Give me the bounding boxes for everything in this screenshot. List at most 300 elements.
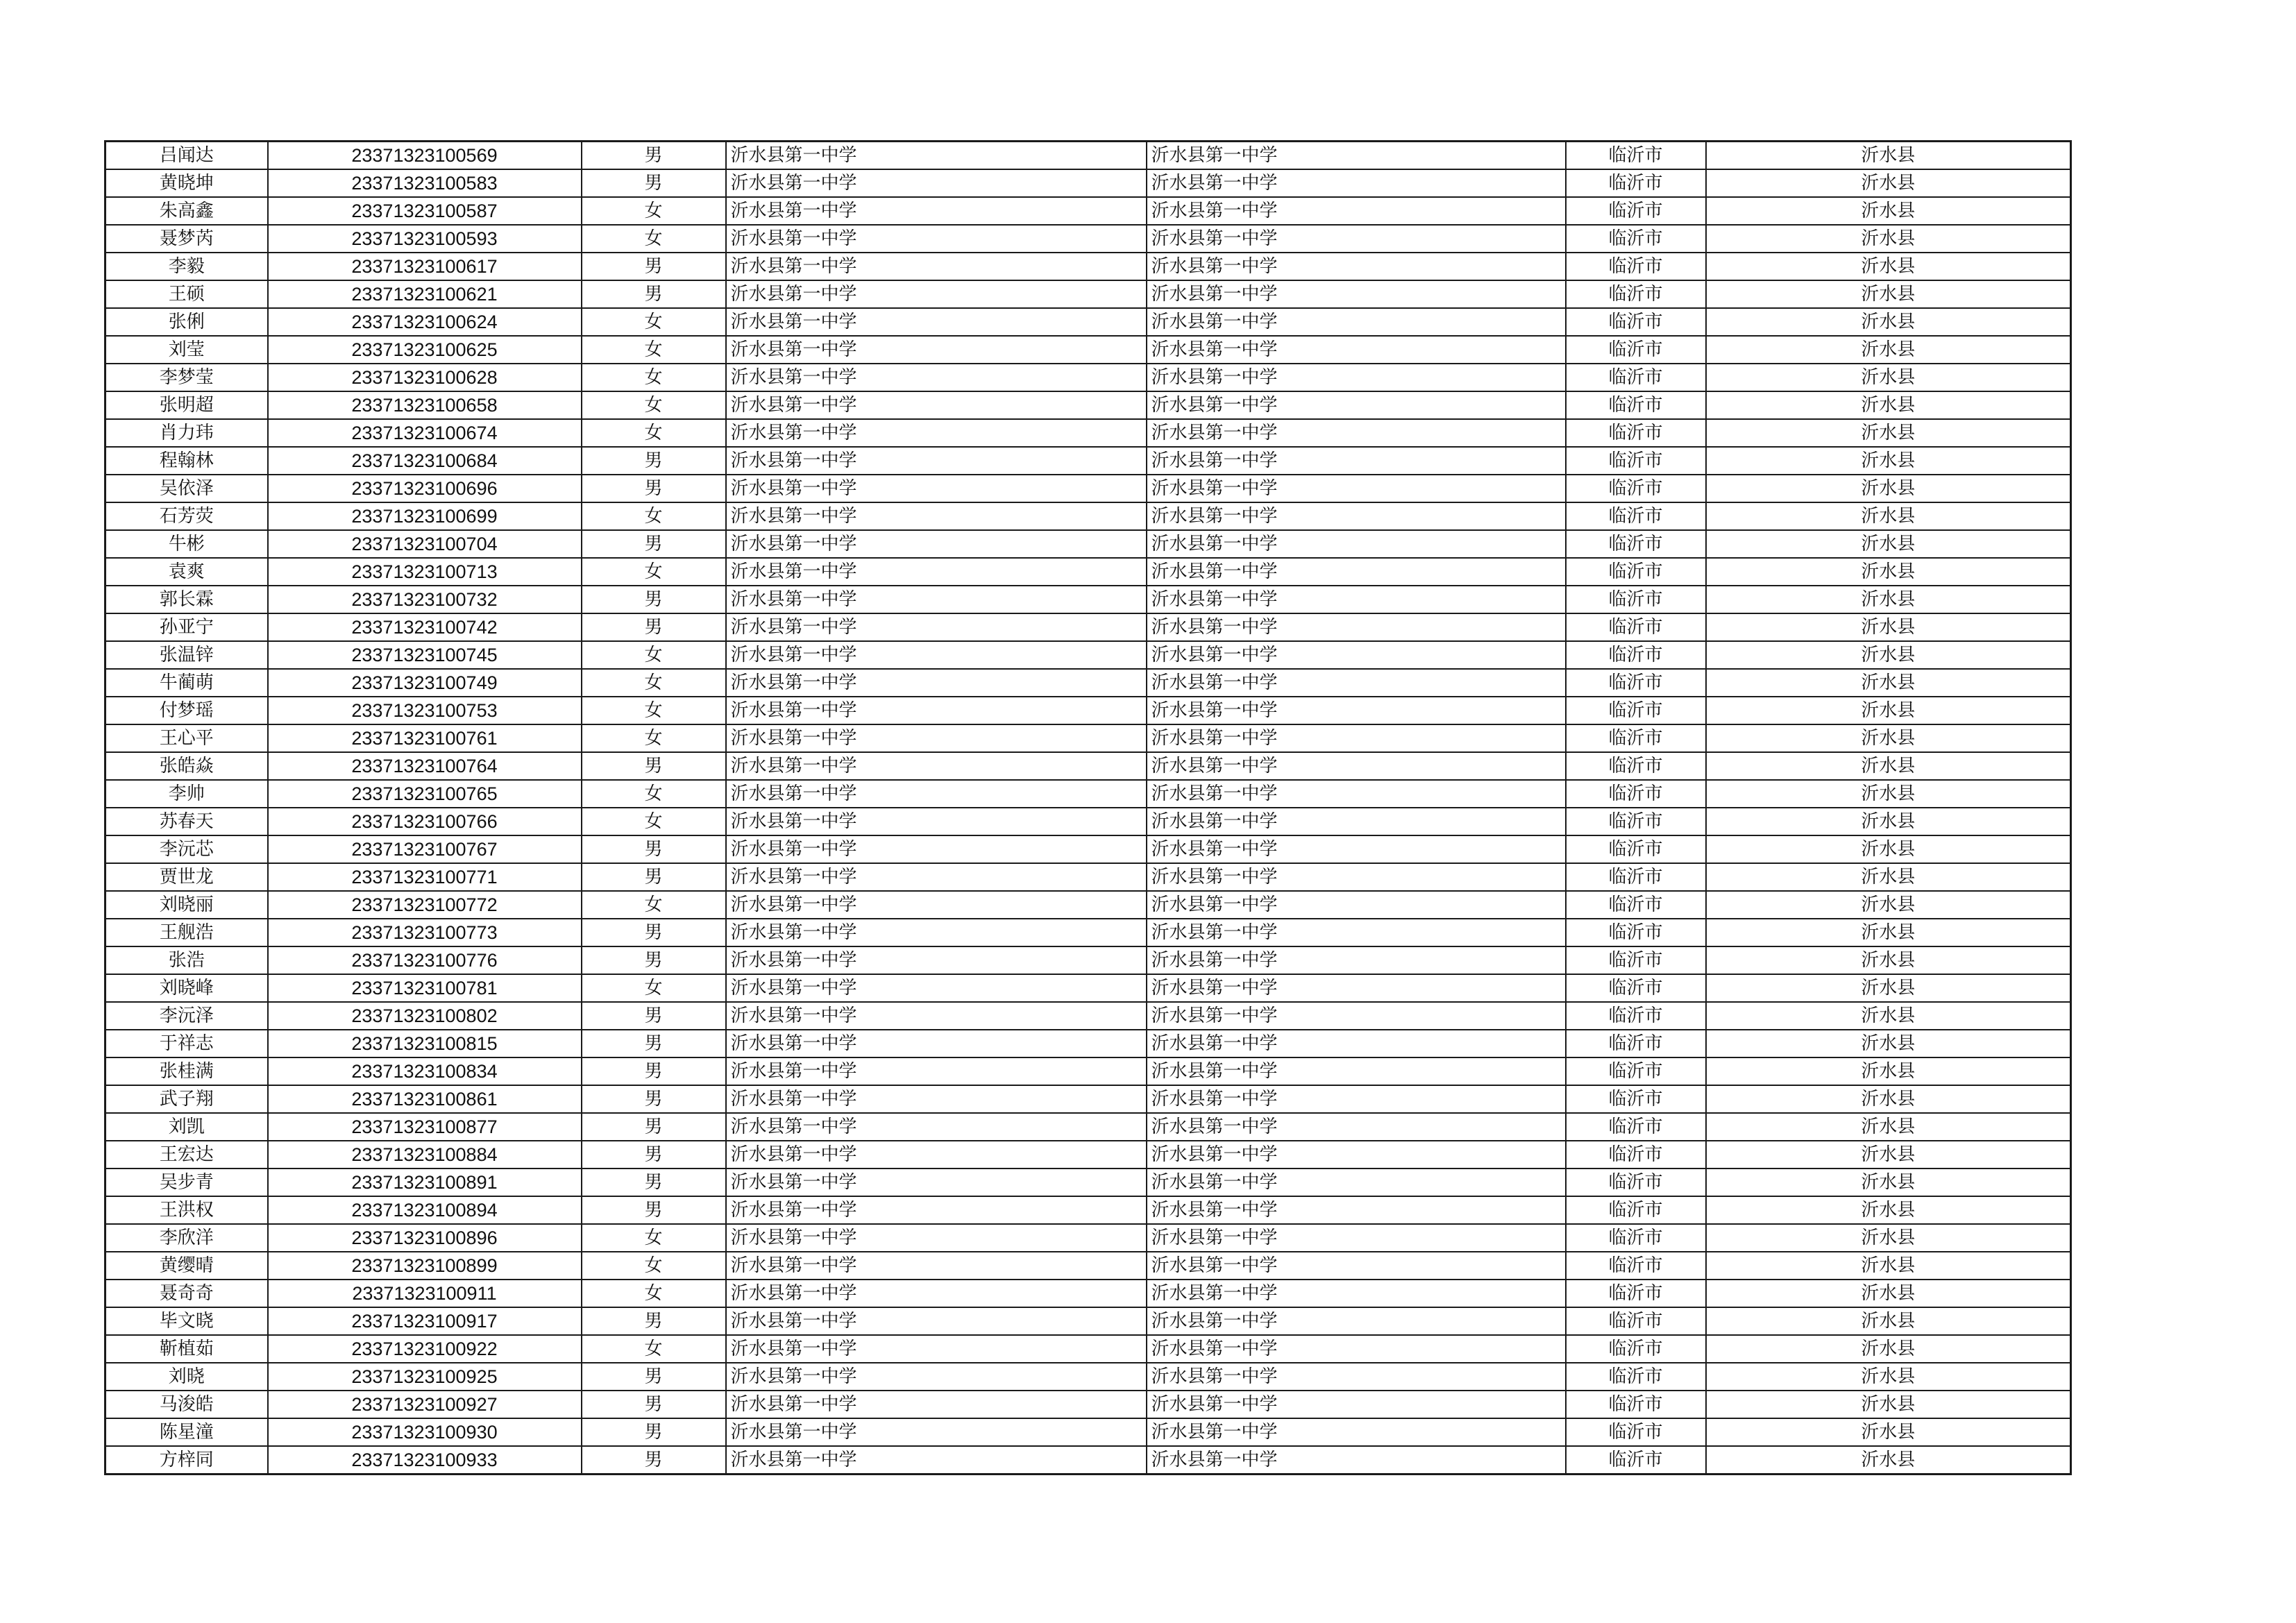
county-cell: 沂水县 xyxy=(1706,1196,2071,1224)
exam-number-cell: 23371323100569 xyxy=(268,142,582,170)
city-cell: 临沂市 xyxy=(1566,280,1706,308)
exam-number-cell: 23371323100696 xyxy=(268,475,582,502)
graduate-school-cell: 沂水县第一中学 xyxy=(1147,1002,1566,1030)
student-name-cell: 黄晓坤 xyxy=(105,169,268,197)
student-name-cell: 王心平 xyxy=(105,724,268,752)
exam-number-cell: 23371323100927 xyxy=(268,1391,582,1418)
graduate-school-cell: 沂水县第一中学 xyxy=(1147,308,1566,336)
city-cell: 临沂市 xyxy=(1566,225,1706,253)
county-cell: 沂水县 xyxy=(1706,835,2071,863)
gender-cell: 男 xyxy=(582,1030,726,1057)
student-name-cell: 聂奇奇 xyxy=(105,1280,268,1307)
school-cell: 沂水县第一中学 xyxy=(726,1335,1147,1363)
city-cell: 临沂市 xyxy=(1566,1085,1706,1113)
table-row xyxy=(105,280,2071,308)
exam-number-cell: 23371323100933 xyxy=(268,1446,582,1475)
gender-cell: 女 xyxy=(582,197,726,225)
city-cell: 临沂市 xyxy=(1566,1169,1706,1196)
school-cell: 沂水县第一中学 xyxy=(726,974,1147,1002)
exam-number-cell: 23371323100896 xyxy=(268,1224,582,1252)
graduate-school-cell: 沂水县第一中学 xyxy=(1147,1057,1566,1085)
gender-cell: 男 xyxy=(582,475,726,502)
table-row xyxy=(105,946,2071,974)
student-name-cell: 聂梦芮 xyxy=(105,225,268,253)
gender-cell: 男 xyxy=(582,169,726,197)
student-name-cell: 袁爽 xyxy=(105,558,268,586)
school-cell: 沂水县第一中学 xyxy=(726,1141,1147,1169)
graduate-school-cell: 沂水县第一中学 xyxy=(1147,1280,1566,1307)
county-cell: 沂水县 xyxy=(1706,530,2071,558)
exam-number-cell: 23371323100925 xyxy=(268,1363,582,1391)
exam-number-cell: 23371323100749 xyxy=(268,669,582,697)
gender-cell: 男 xyxy=(582,447,726,475)
gender-cell: 女 xyxy=(582,974,726,1002)
student-name-cell: 张桂满 xyxy=(105,1057,268,1085)
graduate-school-cell: 沂水县第一中学 xyxy=(1147,502,1566,530)
school-cell: 沂水县第一中学 xyxy=(726,336,1147,364)
gender-cell: 女 xyxy=(582,1252,726,1280)
graduate-school-cell: 沂水县第一中学 xyxy=(1147,475,1566,502)
exam-number-cell: 23371323100877 xyxy=(268,1113,582,1141)
gender-cell: 女 xyxy=(582,364,726,391)
school-cell: 沂水县第一中学 xyxy=(726,253,1147,280)
student-name-cell: 毕文晓 xyxy=(105,1307,268,1335)
county-cell: 沂水县 xyxy=(1706,364,2071,391)
county-cell: 沂水县 xyxy=(1706,697,2071,724)
exam-number-cell: 23371323100658 xyxy=(268,391,582,419)
student-name-cell: 李帅 xyxy=(105,780,268,808)
school-cell: 沂水县第一中学 xyxy=(726,1030,1147,1057)
table-row xyxy=(105,169,2071,197)
table-row xyxy=(105,1196,2071,1224)
student-name-cell: 吕闻达 xyxy=(105,142,268,170)
county-cell: 沂水县 xyxy=(1706,891,2071,919)
graduate-school-cell: 沂水县第一中学 xyxy=(1147,391,1566,419)
gender-cell: 男 xyxy=(582,835,726,863)
city-cell: 临沂市 xyxy=(1566,724,1706,752)
table-row xyxy=(105,641,2071,669)
gender-cell: 女 xyxy=(582,808,726,835)
county-cell: 沂水县 xyxy=(1706,780,2071,808)
student-name-cell: 石芳荧 xyxy=(105,502,268,530)
student-name-cell: 李欣洋 xyxy=(105,1224,268,1252)
student-name-cell: 黄缨晴 xyxy=(105,1252,268,1280)
graduate-school-cell: 沂水县第一中学 xyxy=(1147,808,1566,835)
exam-number-cell: 23371323100761 xyxy=(268,724,582,752)
gender-cell: 男 xyxy=(582,1391,726,1418)
city-cell: 临沂市 xyxy=(1566,1224,1706,1252)
school-cell: 沂水县第一中学 xyxy=(726,586,1147,613)
exam-number-cell: 23371323100781 xyxy=(268,974,582,1002)
graduate-school-cell: 沂水县第一中学 xyxy=(1147,1113,1566,1141)
exam-number-cell: 23371323100776 xyxy=(268,946,582,974)
school-cell: 沂水县第一中学 xyxy=(726,1057,1147,1085)
student-name-cell: 李毅 xyxy=(105,253,268,280)
gender-cell: 女 xyxy=(582,1224,726,1252)
school-cell: 沂水县第一中学 xyxy=(726,641,1147,669)
city-cell: 临沂市 xyxy=(1566,586,1706,613)
gender-cell: 男 xyxy=(582,253,726,280)
gender-cell: 女 xyxy=(582,502,726,530)
gender-cell: 女 xyxy=(582,724,726,752)
city-cell: 临沂市 xyxy=(1566,780,1706,808)
table-row xyxy=(105,724,2071,752)
gender-cell: 女 xyxy=(582,891,726,919)
graduate-school-cell: 沂水县第一中学 xyxy=(1147,1252,1566,1280)
student-name-cell: 刘晓 xyxy=(105,1363,268,1391)
table-row xyxy=(105,1252,2071,1280)
gender-cell: 男 xyxy=(582,142,726,170)
gender-cell: 男 xyxy=(582,752,726,780)
school-cell: 沂水县第一中学 xyxy=(726,419,1147,447)
exam-number-cell: 23371323100861 xyxy=(268,1085,582,1113)
exam-number-cell: 23371323100753 xyxy=(268,697,582,724)
city-cell: 临沂市 xyxy=(1566,669,1706,697)
county-cell: 沂水县 xyxy=(1706,558,2071,586)
table-row xyxy=(105,502,2071,530)
exam-number-cell: 23371323100802 xyxy=(268,1002,582,1030)
exam-number-cell: 23371323100684 xyxy=(268,447,582,475)
school-cell: 沂水县第一中学 xyxy=(726,891,1147,919)
county-cell: 沂水县 xyxy=(1706,1280,2071,1307)
student-name-cell: 孙亚宁 xyxy=(105,613,268,641)
gender-cell: 男 xyxy=(582,613,726,641)
exam-number-cell: 23371323100767 xyxy=(268,835,582,863)
city-cell: 临沂市 xyxy=(1566,142,1706,170)
gender-cell: 女 xyxy=(582,669,726,697)
graduate-school-cell: 沂水县第一中学 xyxy=(1147,447,1566,475)
gender-cell: 男 xyxy=(582,1057,726,1085)
city-cell: 临沂市 xyxy=(1566,1391,1706,1418)
exam-number-cell: 23371323100773 xyxy=(268,919,582,946)
student-name-cell: 肖力玮 xyxy=(105,419,268,447)
table-row xyxy=(105,863,2071,891)
school-cell: 沂水县第一中学 xyxy=(726,308,1147,336)
city-cell: 临沂市 xyxy=(1566,169,1706,197)
exam-number-cell: 23371323100628 xyxy=(268,364,582,391)
county-cell: 沂水县 xyxy=(1706,1418,2071,1446)
roster-body xyxy=(105,142,2071,1475)
gender-cell: 女 xyxy=(582,1280,726,1307)
city-cell: 临沂市 xyxy=(1566,1335,1706,1363)
table-row xyxy=(105,530,2071,558)
exam-number-cell: 23371323100583 xyxy=(268,169,582,197)
student-name-cell: 刘莹 xyxy=(105,336,268,364)
student-name-cell: 程翰林 xyxy=(105,447,268,475)
city-cell: 临沂市 xyxy=(1566,391,1706,419)
student-name-cell: 张俐 xyxy=(105,308,268,336)
exam-number-cell: 23371323100899 xyxy=(268,1252,582,1280)
student-name-cell: 马浚皓 xyxy=(105,1391,268,1418)
exam-number-cell: 23371323100891 xyxy=(268,1169,582,1196)
graduate-school-cell: 沂水县第一中学 xyxy=(1147,280,1566,308)
graduate-school-cell: 沂水县第一中学 xyxy=(1147,197,1566,225)
exam-number-cell: 23371323100704 xyxy=(268,530,582,558)
table-row xyxy=(105,1224,2071,1252)
city-cell: 临沂市 xyxy=(1566,1446,1706,1475)
student-name-cell: 刘凯 xyxy=(105,1113,268,1141)
school-cell: 沂水县第一中学 xyxy=(726,863,1147,891)
county-cell: 沂水县 xyxy=(1706,1085,2071,1113)
county-cell: 沂水县 xyxy=(1706,586,2071,613)
school-cell: 沂水县第一中学 xyxy=(726,808,1147,835)
city-cell: 临沂市 xyxy=(1566,253,1706,280)
table-row xyxy=(105,308,2071,336)
table-row xyxy=(105,1391,2071,1418)
graduate-school-cell: 沂水县第一中学 xyxy=(1147,558,1566,586)
graduate-school-cell: 沂水县第一中学 xyxy=(1147,1196,1566,1224)
exam-number-cell: 23371323100617 xyxy=(268,253,582,280)
school-cell: 沂水县第一中学 xyxy=(726,1446,1147,1475)
county-cell: 沂水县 xyxy=(1706,391,2071,419)
graduate-school-cell: 沂水县第一中学 xyxy=(1147,613,1566,641)
student-name-cell: 张温锌 xyxy=(105,641,268,669)
city-cell: 临沂市 xyxy=(1566,641,1706,669)
city-cell: 临沂市 xyxy=(1566,1363,1706,1391)
gender-cell: 女 xyxy=(582,1335,726,1363)
exam-number-cell: 23371323100699 xyxy=(268,502,582,530)
county-cell: 沂水县 xyxy=(1706,419,2071,447)
student-name-cell: 李沅芯 xyxy=(105,835,268,863)
school-cell: 沂水县第一中学 xyxy=(726,447,1147,475)
school-cell: 沂水县第一中学 xyxy=(726,1307,1147,1335)
graduate-school-cell: 沂水县第一中学 xyxy=(1147,1307,1566,1335)
county-cell: 沂水县 xyxy=(1706,724,2071,752)
county-cell: 沂水县 xyxy=(1706,1224,2071,1252)
exam-number-cell: 23371323100765 xyxy=(268,780,582,808)
county-cell: 沂水县 xyxy=(1706,1141,2071,1169)
table-row xyxy=(105,1057,2071,1085)
table-row xyxy=(105,253,2071,280)
student-name-cell: 朱高鑫 xyxy=(105,197,268,225)
school-cell: 沂水县第一中学 xyxy=(726,946,1147,974)
school-cell: 沂水县第一中学 xyxy=(726,1169,1147,1196)
county-cell: 沂水县 xyxy=(1706,475,2071,502)
gender-cell: 男 xyxy=(582,530,726,558)
exam-number-cell: 23371323100894 xyxy=(268,1196,582,1224)
city-cell: 临沂市 xyxy=(1566,419,1706,447)
graduate-school-cell: 沂水县第一中学 xyxy=(1147,752,1566,780)
city-cell: 临沂市 xyxy=(1566,1307,1706,1335)
school-cell: 沂水县第一中学 xyxy=(726,364,1147,391)
table-row xyxy=(105,697,2071,724)
gender-cell: 女 xyxy=(582,641,726,669)
county-cell: 沂水县 xyxy=(1706,253,2071,280)
city-cell: 临沂市 xyxy=(1566,558,1706,586)
table-row xyxy=(105,1418,2071,1446)
table-row xyxy=(105,1113,2071,1141)
school-cell: 沂水县第一中学 xyxy=(726,1391,1147,1418)
county-cell: 沂水县 xyxy=(1706,1252,2071,1280)
table-row xyxy=(105,752,2071,780)
graduate-school-cell: 沂水县第一中学 xyxy=(1147,1335,1566,1363)
table-row xyxy=(105,225,2071,253)
city-cell: 临沂市 xyxy=(1566,863,1706,891)
city-cell: 临沂市 xyxy=(1566,1030,1706,1057)
school-cell: 沂水县第一中学 xyxy=(726,225,1147,253)
school-cell: 沂水县第一中学 xyxy=(726,835,1147,863)
school-cell: 沂水县第一中学 xyxy=(726,669,1147,697)
county-cell: 沂水县 xyxy=(1706,641,2071,669)
graduate-school-cell: 沂水县第一中学 xyxy=(1147,253,1566,280)
student-name-cell: 郭长霖 xyxy=(105,586,268,613)
table-row xyxy=(105,613,2071,641)
exam-number-cell: 23371323100742 xyxy=(268,613,582,641)
city-cell: 临沂市 xyxy=(1566,530,1706,558)
graduate-school-cell: 沂水县第一中学 xyxy=(1147,669,1566,697)
school-cell: 沂水县第一中学 xyxy=(726,391,1147,419)
school-cell: 沂水县第一中学 xyxy=(726,530,1147,558)
gender-cell: 男 xyxy=(582,1002,726,1030)
table-row xyxy=(105,669,2071,697)
county-cell: 沂水县 xyxy=(1706,1169,2071,1196)
table-row xyxy=(105,475,2071,502)
gender-cell: 男 xyxy=(582,946,726,974)
gender-cell: 女 xyxy=(582,391,726,419)
gender-cell: 男 xyxy=(582,1085,726,1113)
county-cell: 沂水县 xyxy=(1706,225,2071,253)
table-row xyxy=(105,586,2071,613)
county-cell: 沂水县 xyxy=(1706,669,2071,697)
graduate-school-cell: 沂水县第一中学 xyxy=(1147,1224,1566,1252)
exam-number-cell: 23371323100732 xyxy=(268,586,582,613)
school-cell: 沂水县第一中学 xyxy=(726,919,1147,946)
graduate-school-cell: 沂水县第一中学 xyxy=(1147,891,1566,919)
city-cell: 临沂市 xyxy=(1566,891,1706,919)
table-row xyxy=(105,1335,2071,1363)
gender-cell: 女 xyxy=(582,558,726,586)
exam-number-cell: 23371323100713 xyxy=(268,558,582,586)
school-cell: 沂水县第一中学 xyxy=(726,1363,1147,1391)
county-cell: 沂水县 xyxy=(1706,1391,2071,1418)
exam-number-cell: 23371323100593 xyxy=(268,225,582,253)
gender-cell: 男 xyxy=(582,586,726,613)
table-row xyxy=(105,974,2071,1002)
city-cell: 临沂市 xyxy=(1566,1141,1706,1169)
exam-number-cell: 23371323100930 xyxy=(268,1418,582,1446)
school-cell: 沂水县第一中学 xyxy=(726,197,1147,225)
gender-cell: 男 xyxy=(582,1307,726,1335)
gender-cell: 男 xyxy=(582,1113,726,1141)
county-cell: 沂水县 xyxy=(1706,197,2071,225)
school-cell: 沂水县第一中学 xyxy=(726,1002,1147,1030)
graduate-school-cell: 沂水县第一中学 xyxy=(1147,919,1566,946)
table-row xyxy=(105,1446,2071,1475)
table-row xyxy=(105,1307,2071,1335)
city-cell: 临沂市 xyxy=(1566,919,1706,946)
exam-number-cell: 23371323100771 xyxy=(268,863,582,891)
student-roster-table xyxy=(104,140,2072,1475)
gender-cell: 男 xyxy=(582,1363,726,1391)
student-name-cell: 贾世龙 xyxy=(105,863,268,891)
graduate-school-cell: 沂水县第一中学 xyxy=(1147,1030,1566,1057)
exam-number-cell: 23371323100834 xyxy=(268,1057,582,1085)
graduate-school-cell: 沂水县第一中学 xyxy=(1147,1169,1566,1196)
gender-cell: 男 xyxy=(582,1169,726,1196)
school-cell: 沂水县第一中学 xyxy=(726,1224,1147,1252)
graduate-school-cell: 沂水县第一中学 xyxy=(1147,835,1566,863)
county-cell: 沂水县 xyxy=(1706,1113,2071,1141)
school-cell: 沂水县第一中学 xyxy=(726,1280,1147,1307)
exam-number-cell: 23371323100922 xyxy=(268,1335,582,1363)
graduate-school-cell: 沂水县第一中学 xyxy=(1147,225,1566,253)
graduate-school-cell: 沂水县第一中学 xyxy=(1147,419,1566,447)
school-cell: 沂水县第一中学 xyxy=(726,169,1147,197)
gender-cell: 男 xyxy=(582,1418,726,1446)
table-row xyxy=(105,419,2071,447)
county-cell: 沂水县 xyxy=(1706,946,2071,974)
exam-number-cell: 23371323100766 xyxy=(268,808,582,835)
table-row xyxy=(105,891,2071,919)
student-name-cell: 王硕 xyxy=(105,280,268,308)
school-cell: 沂水县第一中学 xyxy=(726,724,1147,752)
school-cell: 沂水县第一中学 xyxy=(726,613,1147,641)
county-cell: 沂水县 xyxy=(1706,752,2071,780)
city-cell: 临沂市 xyxy=(1566,197,1706,225)
table-row xyxy=(105,1280,2071,1307)
city-cell: 临沂市 xyxy=(1566,835,1706,863)
city-cell: 临沂市 xyxy=(1566,475,1706,502)
exam-number-cell: 23371323100587 xyxy=(268,197,582,225)
student-name-cell: 张明超 xyxy=(105,391,268,419)
exam-number-cell: 23371323100917 xyxy=(268,1307,582,1335)
table-row xyxy=(105,197,2071,225)
county-cell: 沂水县 xyxy=(1706,1030,2071,1057)
graduate-school-cell: 沂水县第一中学 xyxy=(1147,530,1566,558)
city-cell: 临沂市 xyxy=(1566,1252,1706,1280)
student-name-cell: 武子翔 xyxy=(105,1085,268,1113)
city-cell: 临沂市 xyxy=(1566,1057,1706,1085)
table-row xyxy=(105,1363,2071,1391)
school-cell: 沂水县第一中学 xyxy=(726,752,1147,780)
student-name-cell: 牛蔺萌 xyxy=(105,669,268,697)
county-cell: 沂水县 xyxy=(1706,808,2071,835)
graduate-school-cell: 沂水县第一中学 xyxy=(1147,586,1566,613)
school-cell: 沂水县第一中学 xyxy=(726,558,1147,586)
county-cell: 沂水县 xyxy=(1706,336,2071,364)
table-row xyxy=(105,919,2071,946)
student-name-cell: 刘晓峰 xyxy=(105,974,268,1002)
city-cell: 临沂市 xyxy=(1566,808,1706,835)
county-cell: 沂水县 xyxy=(1706,1363,2071,1391)
exam-number-cell: 23371323100621 xyxy=(268,280,582,308)
gender-cell: 男 xyxy=(582,1196,726,1224)
exam-number-cell: 23371323100911 xyxy=(268,1280,582,1307)
gender-cell: 女 xyxy=(582,336,726,364)
county-cell: 沂水县 xyxy=(1706,502,2071,530)
city-cell: 临沂市 xyxy=(1566,1002,1706,1030)
city-cell: 临沂市 xyxy=(1566,946,1706,974)
student-name-cell: 王舰浩 xyxy=(105,919,268,946)
student-name-cell: 王洪权 xyxy=(105,1196,268,1224)
exam-number-cell: 23371323100815 xyxy=(268,1030,582,1057)
gender-cell: 男 xyxy=(582,919,726,946)
student-name-cell: 苏春天 xyxy=(105,808,268,835)
graduate-school-cell: 沂水县第一中学 xyxy=(1147,724,1566,752)
exam-number-cell: 23371323100674 xyxy=(268,419,582,447)
city-cell: 临沂市 xyxy=(1566,308,1706,336)
graduate-school-cell: 沂水县第一中学 xyxy=(1147,1391,1566,1418)
graduate-school-cell: 沂水县第一中学 xyxy=(1147,697,1566,724)
graduate-school-cell: 沂水县第一中学 xyxy=(1147,336,1566,364)
city-cell: 临沂市 xyxy=(1566,697,1706,724)
graduate-school-cell: 沂水县第一中学 xyxy=(1147,1085,1566,1113)
exam-number-cell: 23371323100624 xyxy=(268,308,582,336)
exam-number-cell: 23371323100884 xyxy=(268,1141,582,1169)
table-row xyxy=(105,1030,2071,1057)
table-row xyxy=(105,336,2071,364)
student-name-cell: 王宏达 xyxy=(105,1141,268,1169)
